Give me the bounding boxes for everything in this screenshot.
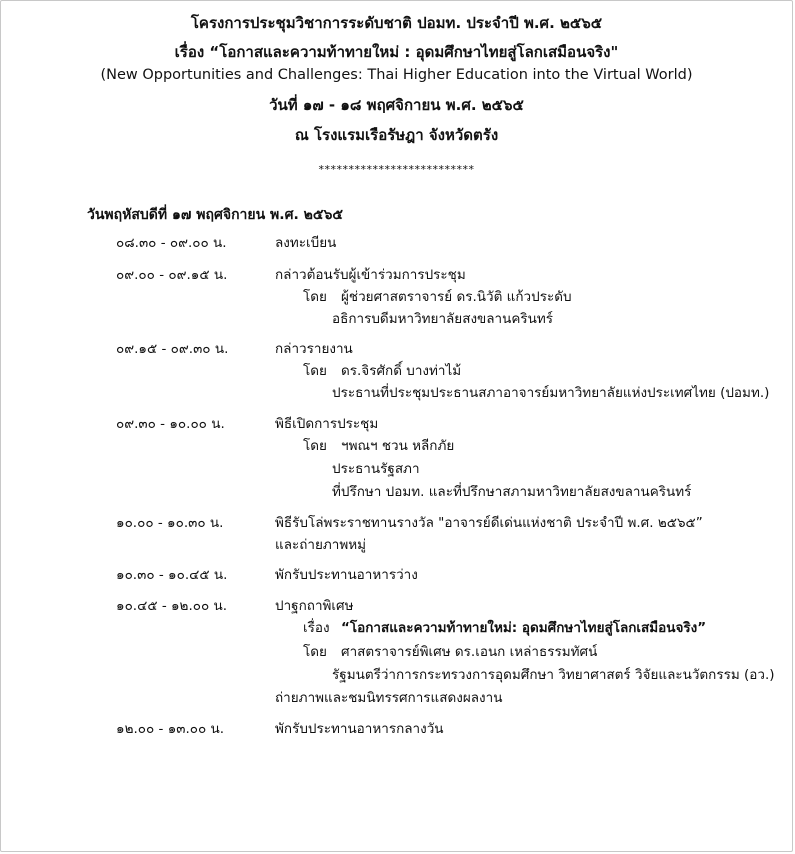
star-divider: ************************** [318, 163, 475, 176]
agenda-title: ลงทะเบียน [275, 235, 337, 251]
agenda-title: กล่าวรายงาน [275, 341, 353, 357]
agenda-time: ๐๙.๓๐ - ๑๐.๐๐ น. [116, 416, 225, 432]
agenda-title: พักรับประทานอาหารว่าง [275, 567, 418, 583]
agenda-speaker [303, 285, 572, 307]
agenda-title: พิธีรับโล่พระราชทานรางวัล "อาจารย์ดีเด่นแห่งชาติ ประจำปี พ.ศ. ๒๕๖๕” [275, 515, 703, 531]
agenda-speaker [303, 434, 454, 456]
by-prefix: โดย [303, 644, 327, 660]
agenda-speaker [303, 359, 461, 381]
speaker-name: ฯพณฯ ชวน หลีกภัย [341, 438, 455, 454]
speaker-name: ผู้ช่วยศาสตราจารย์ ดร.นิวัติ แก้วประดับ [341, 289, 572, 305]
by-prefix: โดย [303, 289, 327, 305]
doc-venue-line: ณ โรงแรมเรือรัษฎา จังหวัดตรัง [294, 126, 499, 144]
agenda-time: ๐๙.๑๕ - ๐๙.๓๐ น. [116, 341, 229, 357]
by-prefix: โดย [303, 438, 327, 454]
topic-prefix: เรื่อง [303, 620, 330, 636]
agenda-speaker [303, 640, 597, 662]
agenda-title: ปาฐกถาพิเศษ [275, 598, 354, 614]
agenda-time: ๑๐.๔๕ - ๑๒.๐๐ น. [116, 598, 228, 614]
doc-title-line2: เรื่อง “โอกาสและความท้าทายใหม่ : อุดมศึกษาไทยสู่โลกเสมือนจริง" [174, 43, 619, 61]
agenda-title: กล่าวต้อนรับผู้เข้าร่วมการประชุม [275, 267, 466, 283]
agenda-time: ๐๙.๐๐ - ๐๙.๑๕ น. [116, 267, 228, 283]
agenda-time: ๐๘.๓๐ - ๐๙.๐๐ น. [116, 235, 227, 251]
speaker-name: ศาสตราจารย์พิเศษ ดร.เอนก เหล่าธรรมทัศน์ [341, 644, 598, 660]
doc-title-english: (New Opportunities and Challenges: Thai Higher Education into the Virtual World) [100, 67, 693, 83]
doc-date-line: วันที่ ๑๗ - ๑๘ พฤศจิกายน พ.ศ. ๒๕๖๕ [269, 96, 524, 114]
agenda-title-continued: และถ่ายภาพหมู่ [275, 537, 367, 553]
agenda-time: ๑๐.๓๐ - ๑๐.๔๕ น. [116, 567, 228, 583]
speaker-role: ประธานที่ประชุมประธานสภาอาจารย์มหาวิทยาลัยแห่งประเทศไทย (ปอมท.) [332, 385, 770, 401]
agenda-title: พิธีเปิดการประชุม [275, 416, 379, 432]
speaker-role: รัฐมนตรีว่าการกระทรวงการอุดมศึกษา วิทยาศาสตร์ วิจัยและนวัตกรรม (อว.) [332, 667, 775, 683]
agenda-title: พักรับประทานอาหารกลางวัน [275, 721, 444, 737]
day-heading: วันพฤหัสบดีที่ ๑๗ พฤศจิกายน พ.ศ. ๒๕๖๕ [87, 207, 343, 223]
keynote-topic [303, 616, 706, 638]
speaker-role: อธิการบดีมหาวิทยาลัยสงขลานครินทร์ [332, 311, 554, 327]
speaker-name: ดร.จิรศักดิ์ บางท่าไม้ [341, 363, 462, 379]
speaker-role: ประธานรัฐสภา [332, 461, 420, 477]
agenda-time: ๑๐.๐๐ - ๑๐.๓๐ น. [116, 515, 224, 531]
doc-title-line1: โครงการประชุมวิชาการระดับชาติ ปอมท. ประจำปี พ.ศ. ๒๕๖๕ [190, 14, 603, 32]
keynote-topic-title: “โอกาสและความท้าทายใหม่: อุดมศึกษาไทยสู่โลกเสมือนจริง” [341, 620, 707, 636]
agenda-note: ถ่ายภาพและชมนิทรรศการแสดงผลงาน [275, 690, 503, 706]
agenda-time: ๑๒.๐๐ - ๑๓.๐๐ น. [116, 721, 225, 737]
speaker-role: ที่ปรึกษา ปอมท. และที่ปรึกษาสภามหาวิทยาลัยสงขลานครินทร์ [332, 484, 692, 500]
by-prefix: โดย [303, 363, 327, 379]
